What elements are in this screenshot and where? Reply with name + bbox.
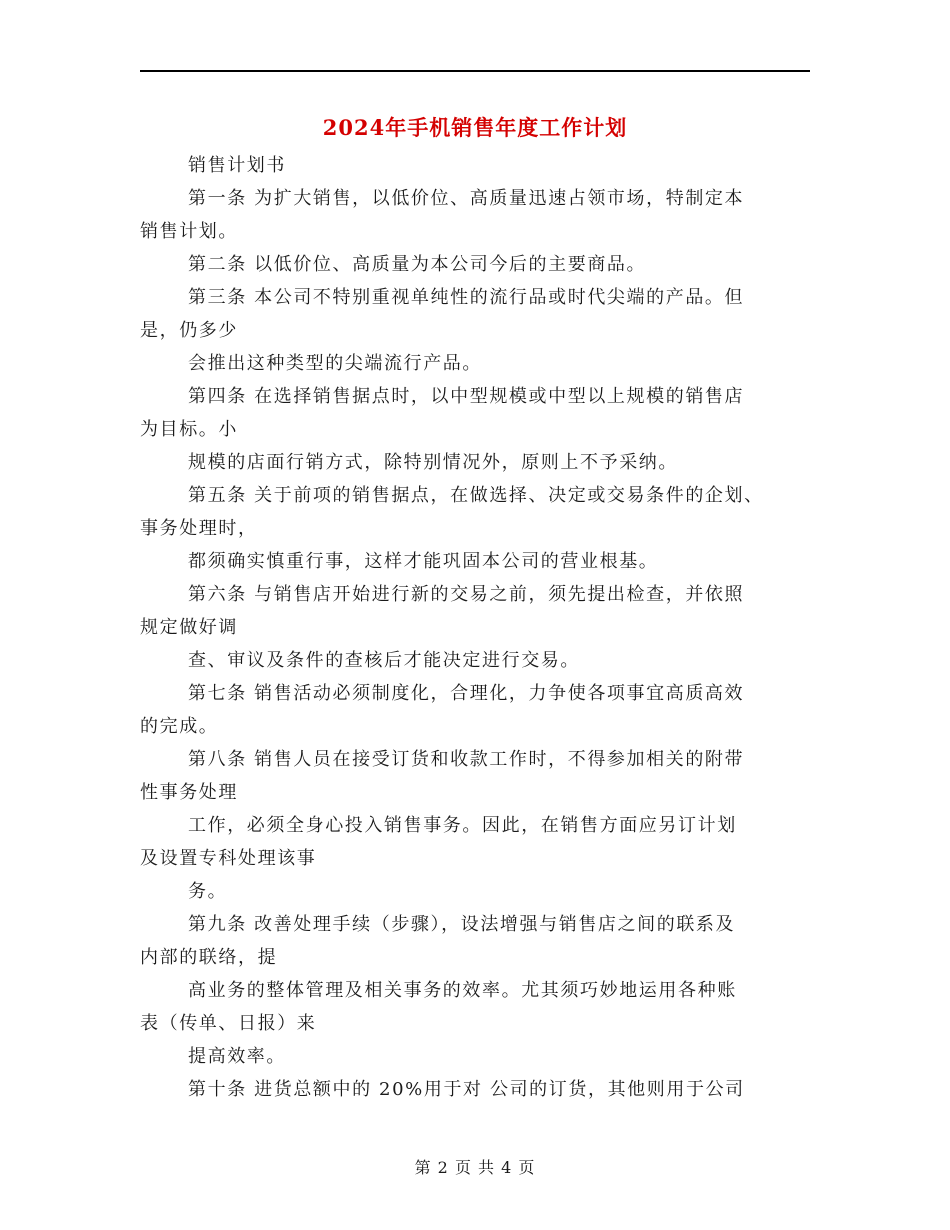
text-line: 销售计划。 bbox=[140, 221, 238, 242]
text-line: 销售计划书 bbox=[188, 155, 286, 176]
text-line: 为目标。小 bbox=[140, 419, 238, 440]
text-line: 第七条 销售活动必须制度化，合理化，力争使各项事宜高质高效 bbox=[188, 683, 745, 704]
text-line: 第五条 关于前项的销售据点，在做选择、决定或交易条件的企划、 bbox=[188, 485, 764, 506]
document-title: 2024年手机销售年度工作计划 bbox=[322, 115, 628, 140]
text-line: 性事务处理 bbox=[140, 782, 238, 803]
text-line: 提高效率。 bbox=[188, 1046, 286, 1067]
text-line: 规定做好调 bbox=[140, 617, 238, 638]
text-line: 查、审议及条件的查核后才能决定进行交易。 bbox=[188, 650, 580, 671]
text-line: 及设置专科处理该事 bbox=[140, 848, 317, 869]
text-line: 表（传单、日报）来 bbox=[140, 1013, 317, 1034]
text-line: 都须确实慎重行事，这样才能巩固本公司的营业根基。 bbox=[188, 551, 659, 572]
text-line: 第三条 本公司不特别重视单纯性的流行品或时代尖端的产品。但 bbox=[188, 287, 745, 308]
text-line: 第四条 在选择销售据点时，以中型规模或中型以上规模的销售店 bbox=[188, 386, 745, 407]
text-line: 高业务的整体管理及相关事务的效率。尤其须巧妙地运用各种账 bbox=[188, 980, 737, 1001]
header-rule bbox=[140, 70, 810, 72]
text-line: 事务处理时， bbox=[140, 518, 258, 539]
text-line: 会推出这种类型的尖端流行产品。 bbox=[188, 353, 482, 374]
text-line: 第八条 销售人员在接受订货和收款工作时，不得参加相关的附带 bbox=[188, 749, 745, 770]
text-line: 内部的联络，提 bbox=[140, 947, 278, 968]
text-line: 规模的店面行销方式，除特别情况外，原则上不予采纳。 bbox=[188, 452, 678, 473]
text-line: 第一条 为扩大销售，以低价位、高质量迅速占领市场，特制定本 bbox=[188, 188, 745, 209]
text-line: 第六条 与销售店开始进行新的交易之前，须先提出检查，并依照 bbox=[188, 584, 745, 605]
text-line: 务。 bbox=[188, 881, 228, 902]
text-line: 第九条 改善处理手续（步骤），设法增强与销售店之间的联系及 bbox=[188, 914, 736, 935]
text-line: 工作，必须全身心投入销售事务。因此，在销售方面应另订计划 bbox=[188, 815, 737, 836]
page-number: 第 2 页 共 4 页 bbox=[414, 1158, 536, 1177]
text-line: 第十条 进货总额中的 20%用于对 公司的订货，其他则用于公司 bbox=[188, 1079, 745, 1100]
text-line: 的完成。 bbox=[140, 716, 219, 737]
text-line: 第二条 以低价位、高质量为本公司今后的主要商品。 bbox=[188, 254, 647, 275]
text-line: 是，仍多少 bbox=[140, 320, 238, 341]
